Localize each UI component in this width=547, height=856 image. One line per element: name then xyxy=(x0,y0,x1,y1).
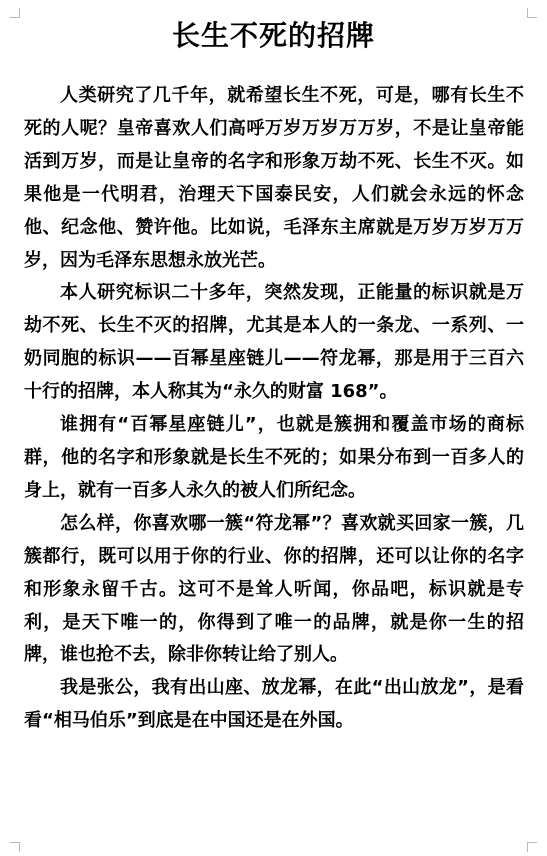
page-corner-mark xyxy=(10,842,20,852)
paragraph: 谁拥有“百幂星座链儿”，也就是簇拥和覆盖市场的商标群，他的名字和形象就是长生不死的；如果分布到一百多人的身上，就有一百多人永久的被人们所纪念。 xyxy=(24,414,524,501)
paragraph: 人类研究了几千年，就希望长生不死，可是，哪有长生不死的人呢？皇帝喜欢人们高呼万岁万岁万万岁，不是让皇帝能活到万岁，而是让皇帝的名字和形象万劫不死、长生不灭。如果他是一代明君，治理天下国泰民安，人们就会永远的怀念他、纪念他、赞许他。比如说，毛泽东主席就是万岁万岁万万岁，因为毛泽东思想永放光芒。 xyxy=(24,85,524,271)
paragraph: 本人研究标识二十多年，突然发现，正能量的标识就是万劫不死、长生不灭的招牌，尤其是本人的一条龙、一系列、一奶同胞的标识——百幂星座链儿——符龙幂，那是用于三百六十行的招牌，本人称其为“永久的财富 168”。 xyxy=(24,282,524,403)
document-body xyxy=(24,80,524,738)
paragraph: 怎么样，你喜欢哪一簇“符龙幂”？喜欢就买回家一簇，几簇都行，既可以用于你的行业、你的招牌，还可以让你的名字和形象永留千古。这可不是耸人听闻，你品吧，标识就是专利，是天下唯一的，你得到了唯一的品牌，就是你一生的招牌，谁也抢不去，除非你转让给了别人。 xyxy=(24,512,524,666)
page-corner-mark xyxy=(527,842,537,852)
document-title: 长生不死的招牌 xyxy=(171,19,375,52)
paragraph: 我是张公，我有出山座、放龙幂，在此“出山放龙”，是看看“相马伯乐”到底是在中国还是在外国。 xyxy=(24,677,524,732)
